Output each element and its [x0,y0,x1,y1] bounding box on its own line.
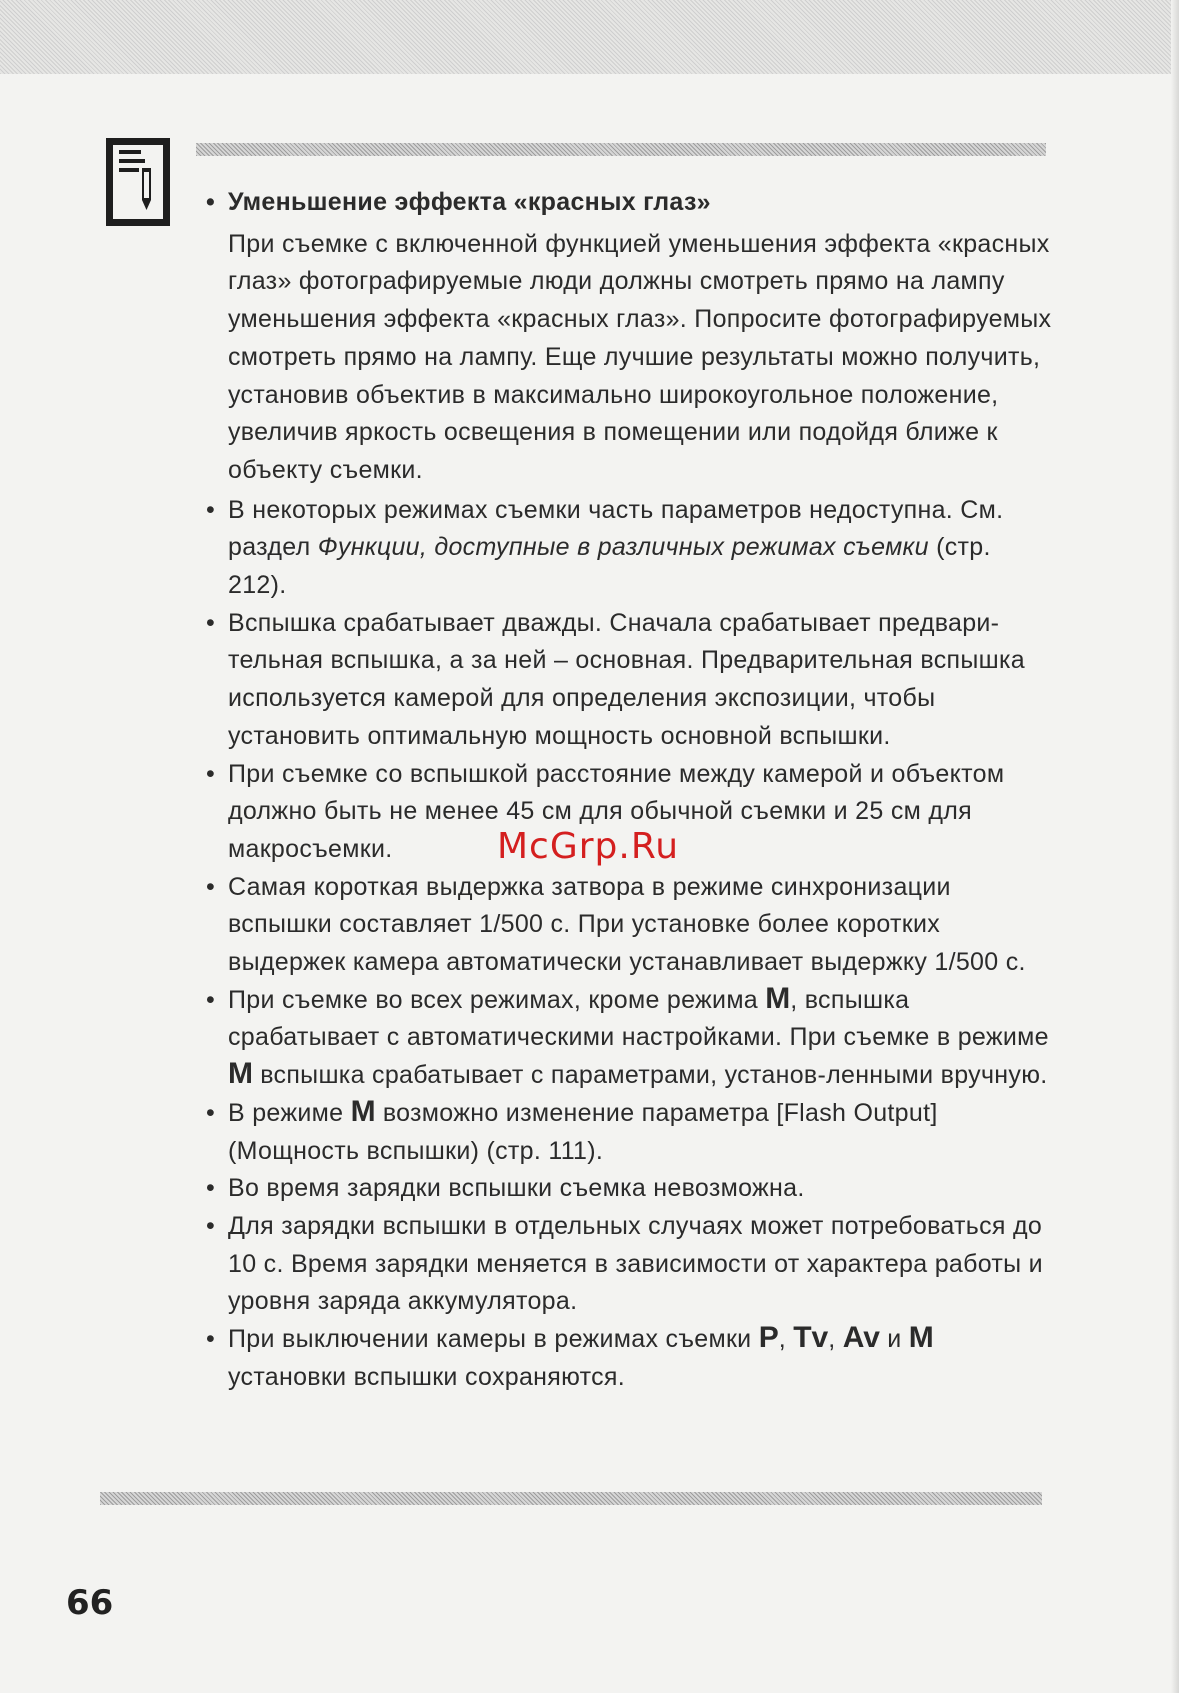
list-item: • При съемке во всех режимах, кроме режима M, вспышка срабатывает с автоматическими настройками. При съемке в режиме M вспышка срабатывает с параметрами, установ-ленными вручную. [204,982,1054,1095]
top-divider [196,143,1046,156]
section-heading: • Уменьшение эффекта «красных глаз» [204,184,1054,222]
page-number: 66 [66,1583,114,1623]
section-heading-text: При съемке с включенной функцией уменьшения эффекта «красных глаз» фотографируемые люди должны смотреть прямо на лампу уменьшения эффекта «красных глаз». Попросите фотографируемых смотреть прямо на лампу. Еще лучшие результаты можно получить, установив объектив в максимально широкоугольное положение, увеличив яркость освещения в помещении или подойдя ближе к объекту съемки. [228,229,1052,484]
top-scan-band [0,0,1179,74]
note-content [204,184,1054,1397]
list-item: • При съемке со вспышкой расстояние между камерой и объектом должно быть не менее 45 см для обычной съемки и 25 см для макросъемки. [204,756,1054,869]
list-item: • В некоторых режимах съемки часть параметров недоступна. См. раздел Функции, доступные в различных режимах съемки (стр. 212). [204,492,1054,605]
mode-p-symbol: P [758,1321,779,1355]
bottom-divider [100,1492,1042,1505]
mode-tv-symbol: Tv [793,1321,829,1355]
list-item: • В режиме M возможно изменение параметра [Flash Output] (Мощность вспышки) (стр. 111). [204,1095,1054,1170]
cross-reference: Функции, доступные в различных режимах съемки [317,533,929,562]
mode-m-symbol: M [228,1057,253,1091]
mode-m-symbol: M [765,981,791,1015]
mode-m-symbol: M [908,1321,934,1355]
mode-m-symbol: M [350,1094,376,1128]
list-item: • Самая короткая выдержка затвора в режиме синхронизации вспышки составляет 1/500 с. При установке более коротких выдержек камера автоматически устанавливает выдержку 1/500 с. [204,869,1054,982]
list-item: • Вспышка срабатывает дважды. Сначала срабатывает предвари-тельная вспышка, а за ней – основная. Предварительная вспышка используется камерой для определения экспозиции, чтобы установить оптимальную мощность основной вспышки. [204,605,1054,756]
list-item: • Во время зарядки вспышки съемка невозможна. [204,1170,1054,1208]
watermark-text: McGrp.Ru [497,826,680,867]
page-edge-shadow [1171,0,1179,1693]
list-item: • Для зарядки вспышки в отдельных случаях может потребоваться до 10 с. Время зарядки меняется в зависимости от характера работы и уровня заряда аккумулятора. [204,1208,1054,1321]
note-pencil-icon [106,138,170,226]
mode-av-symbol: Av [842,1321,880,1355]
list-item: • При выключении камеры в режимах съемки P, Tv, Av и M установки вспышки сохраняются. [204,1321,1054,1396]
